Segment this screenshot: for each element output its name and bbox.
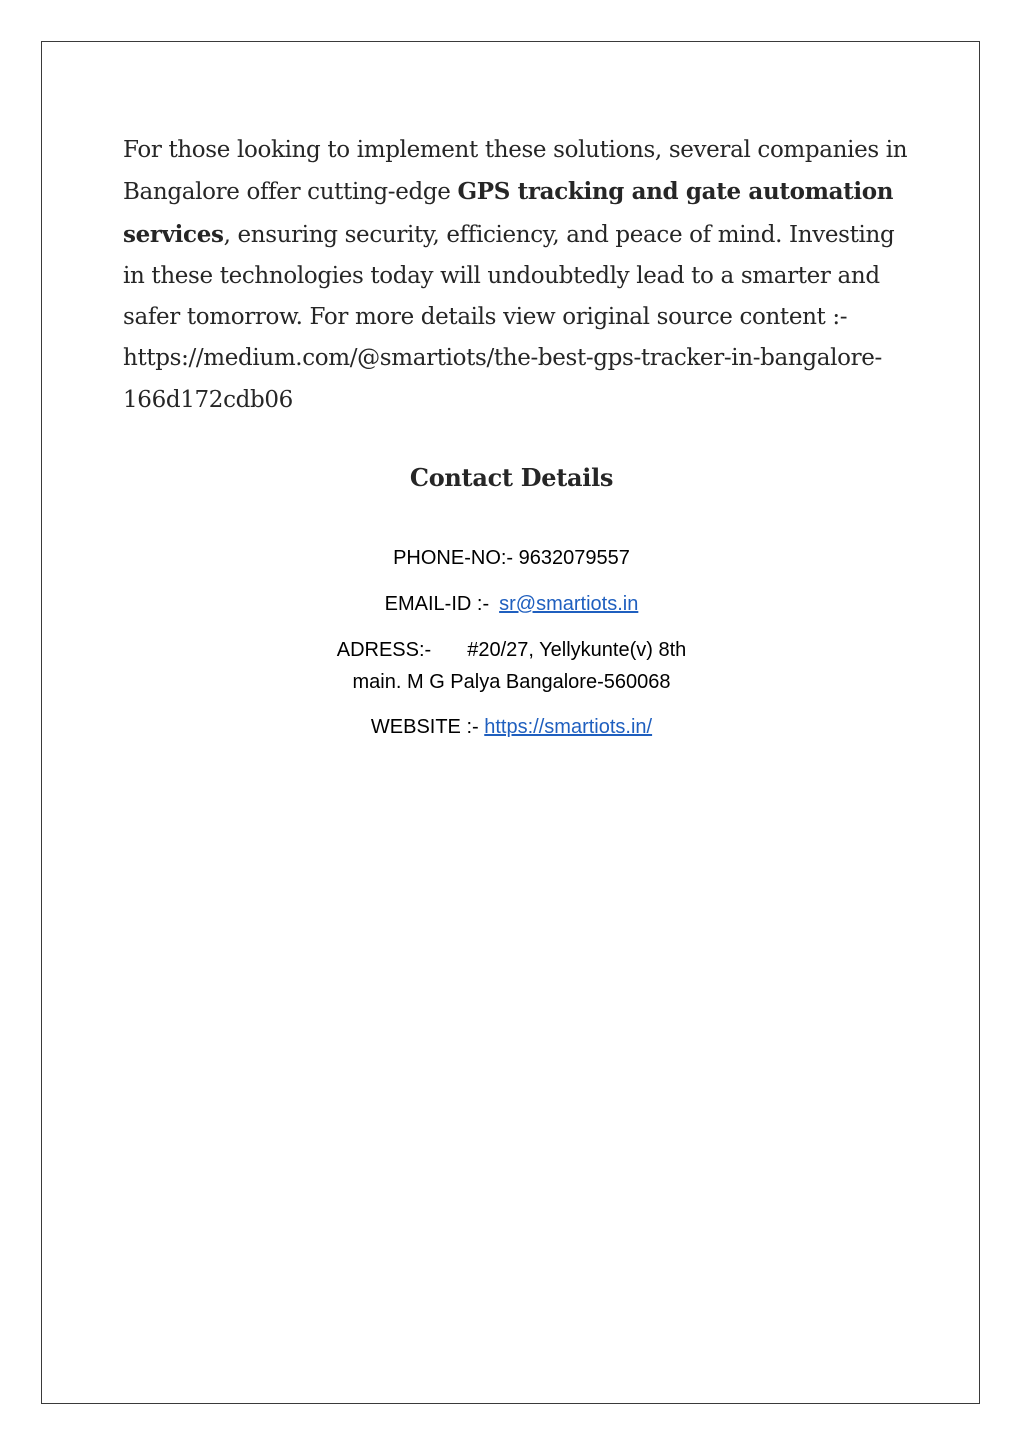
website-link[interactable]: https://smartiots.in/ (484, 716, 653, 738)
address-line (0, 634, 1023, 666)
email-label: EMAIL-ID :- (384, 593, 490, 615)
website-label: WEBSITE :- (370, 716, 479, 738)
address-value-line-2: main. M G Palya Bangalore-560068 (352, 671, 671, 693)
address-label: ADRESS:- (336, 639, 432, 661)
body-text-bold: GPS tracking and gate automation services (123, 178, 894, 248)
address-line-2 (0, 666, 1023, 698)
body-paragraph (123, 130, 908, 421)
body-text-end: , ensuring security, efficiency, and peace of mind. Investing in these technologies today will undoubtedly lead to a smarter and safer tomorrow. For more details view original source content :- https://medium.com/@smartiots/the-best-gps-tracker-in-bangalore-166d172cdb06 (123, 221, 895, 413)
email-line (0, 588, 1023, 620)
address-value-line-1: #20/27, Yellykunte(v) 8th (467, 639, 687, 661)
website-line (0, 711, 1023, 743)
phone-value: 9632079557 (518, 547, 630, 569)
phone-label: PHONE-NO:- (393, 547, 514, 569)
phone-line (0, 542, 1023, 574)
email-link[interactable]: sr@smartiots.in (499, 593, 639, 615)
contact-heading: Contact Details (409, 463, 614, 492)
body-text-start: For those looking to implement these solutions, several companies in Bangalore offer cutting-edge (123, 137, 908, 206)
